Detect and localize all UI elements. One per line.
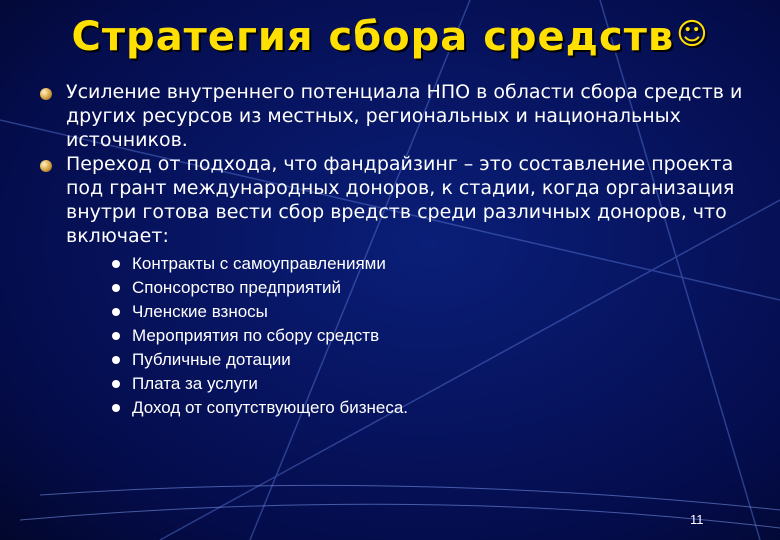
dot-icon [112,332,120,340]
bullet-icon [40,160,52,172]
sub-bullet-text: Мероприятия по сбору средств [132,326,380,345]
sub-bullet-item [110,396,610,420]
main-bullet-item [30,80,760,152]
dot-icon [112,284,120,292]
sub-bullet-text: Плата за услуги [132,374,258,393]
dot-icon [112,380,120,388]
sub-bullet-text: Публичные дотации [132,350,291,369]
dot-icon [112,404,120,412]
sub-bullet-item [110,252,610,276]
sub-bullet-text: Контракты с самоуправлениями [132,254,386,273]
smiley-icon: ☺ [676,17,709,52]
sub-bullet-list [110,252,610,420]
slide-title-text: Стратегия сбора средств [71,14,675,60]
bullet-icon [40,88,52,100]
main-bullet-text: Усиление внутреннего потенциала НПО в области сбора средств и других ресурсов из местных, региональных и национальных источников. [66,81,743,151]
dot-icon [112,356,120,364]
sub-bullet-item [110,276,610,300]
sub-bullet-item [110,300,610,324]
sub-bullet-text: Спонсорство предприятий [132,278,342,297]
main-bullet-text: Переход от подхода, что фандрайзинг – это составление проекта под грант международных доноров, к стадии, когда организация внутри готова вести сбор вредств среди различных доноров, что включает: [66,153,735,247]
sub-bullet-item [110,324,610,348]
main-bullet-list [30,80,760,248]
sub-bullet-item [110,348,610,372]
main-bullet-item [30,152,760,248]
sub-bullet-text: Доход от сопутствующего бизнеса. [132,398,409,417]
page-number: 11 [690,512,704,527]
dot-icon [112,308,120,316]
dot-icon [112,260,120,268]
slide-title [0,14,780,60]
sub-bullet-text: Членские взносы [132,302,268,321]
sub-bullet-item [110,372,610,396]
